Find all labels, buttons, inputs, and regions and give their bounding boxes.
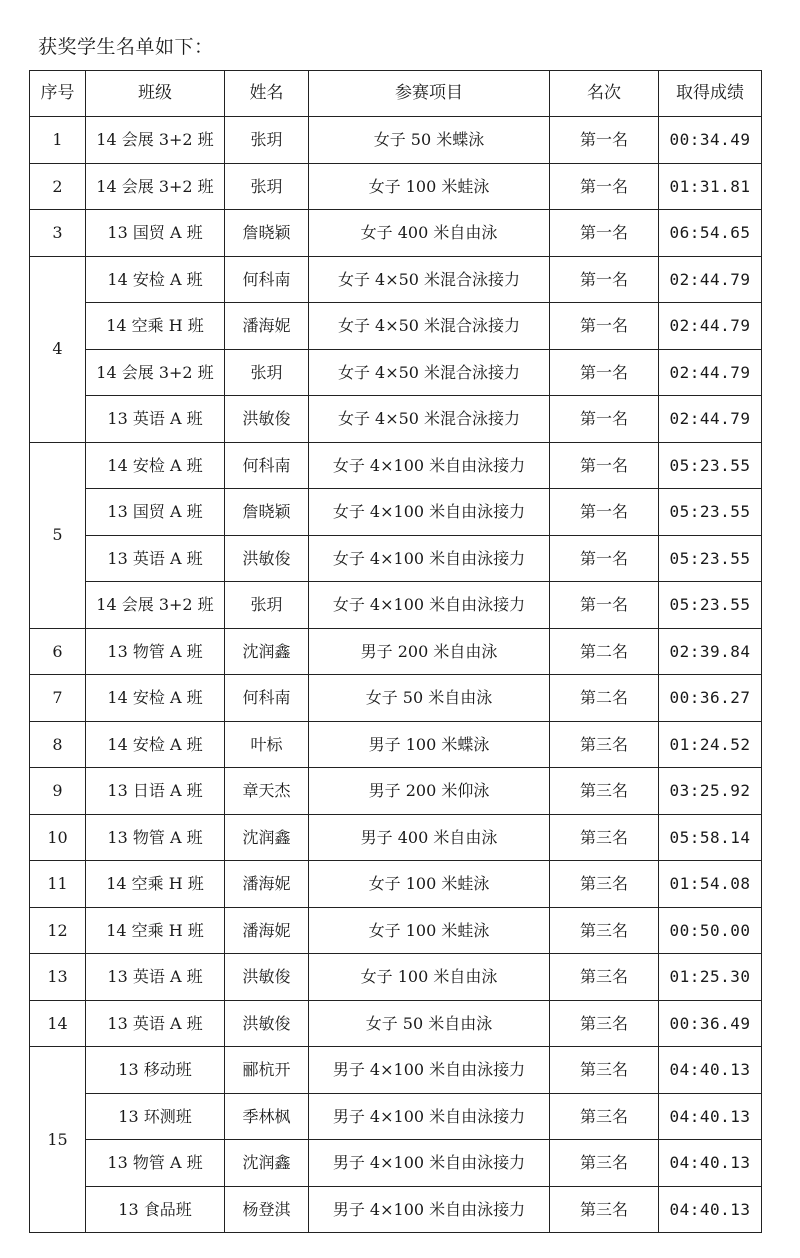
cell-result: 03:25.92 bbox=[659, 768, 762, 815]
cell-result: 04:40.13 bbox=[659, 1047, 762, 1094]
cell-no: 5 bbox=[30, 442, 86, 628]
table-row bbox=[30, 1140, 762, 1187]
cell-result: 05:58.14 bbox=[659, 814, 762, 861]
cell-class: 14 安检 A 班 bbox=[86, 256, 225, 303]
cell-no: 14 bbox=[30, 1000, 86, 1047]
cell-no: 2 bbox=[30, 163, 86, 210]
cell-class: 13 食品班 bbox=[86, 1186, 225, 1233]
cell-class: 13 物管 A 班 bbox=[86, 628, 225, 675]
cell-name: 詹晓颖 bbox=[225, 489, 309, 536]
cell-event: 女子 100 米自由泳 bbox=[309, 954, 550, 1001]
cell-no: 4 bbox=[30, 256, 86, 442]
cell-name: 詹晓颖 bbox=[225, 210, 309, 257]
table-row bbox=[30, 117, 762, 164]
cell-result: 01:31.81 bbox=[659, 163, 762, 210]
cell-result: 04:40.13 bbox=[659, 1186, 762, 1233]
cell-result: 01:24.52 bbox=[659, 721, 762, 768]
cell-name: 张玥 bbox=[225, 582, 309, 629]
table-header-row bbox=[30, 71, 762, 117]
cell-name: 潘海妮 bbox=[225, 861, 309, 908]
cell-rank: 第一名 bbox=[550, 442, 659, 489]
cell-rank: 第一名 bbox=[550, 210, 659, 257]
cell-no: 3 bbox=[30, 210, 86, 257]
cell-rank: 第二名 bbox=[550, 628, 659, 675]
cell-event: 女子 50 米自由泳 bbox=[309, 675, 550, 722]
cell-name: 潘海妮 bbox=[225, 303, 309, 350]
cell-result: 01:25.30 bbox=[659, 954, 762, 1001]
cell-rank: 第一名 bbox=[550, 163, 659, 210]
cell-rank: 第一名 bbox=[550, 256, 659, 303]
table-row bbox=[30, 1186, 762, 1233]
cell-rank: 第三名 bbox=[550, 1186, 659, 1233]
cell-rank: 第三名 bbox=[550, 954, 659, 1001]
cell-class: 14 安检 A 班 bbox=[86, 721, 225, 768]
table-row bbox=[30, 163, 762, 210]
cell-class: 14 空乘 H 班 bbox=[86, 303, 225, 350]
cell-result: 06:54.65 bbox=[659, 210, 762, 257]
cell-no: 7 bbox=[30, 675, 86, 722]
cell-rank: 第二名 bbox=[550, 675, 659, 722]
cell-no: 10 bbox=[30, 814, 86, 861]
table-row bbox=[30, 442, 762, 489]
table-row bbox=[30, 628, 762, 675]
cell-event: 女子 4×100 米自由泳接力 bbox=[309, 442, 550, 489]
cell-result: 05:23.55 bbox=[659, 489, 762, 536]
cell-rank: 第三名 bbox=[550, 907, 659, 954]
cell-event: 男子 4×100 米自由泳接力 bbox=[309, 1047, 550, 1094]
cell-event: 女子 4×50 米混合泳接力 bbox=[309, 349, 550, 396]
cell-class: 14 空乘 H 班 bbox=[86, 861, 225, 908]
header-result: 取得成绩 bbox=[659, 71, 762, 117]
cell-class: 14 安检 A 班 bbox=[86, 675, 225, 722]
cell-name: 何科南 bbox=[225, 256, 309, 303]
cell-name: 郦杭开 bbox=[225, 1047, 309, 1094]
cell-event: 女子 4×50 米混合泳接力 bbox=[309, 303, 550, 350]
cell-name: 潘海妮 bbox=[225, 907, 309, 954]
table-row bbox=[30, 861, 762, 908]
cell-rank: 第三名 bbox=[550, 1093, 659, 1140]
cell-rank: 第三名 bbox=[550, 768, 659, 815]
table-row bbox=[30, 954, 762, 1001]
cell-result: 00:36.49 bbox=[659, 1000, 762, 1047]
cell-event: 女子 100 米蛙泳 bbox=[309, 163, 550, 210]
table-row bbox=[30, 1047, 762, 1094]
cell-result: 02:44.79 bbox=[659, 396, 762, 443]
cell-name: 洪敏俊 bbox=[225, 535, 309, 582]
table-row bbox=[30, 768, 762, 815]
cell-name: 杨登淇 bbox=[225, 1186, 309, 1233]
cell-name: 张玥 bbox=[225, 163, 309, 210]
cell-result: 05:23.55 bbox=[659, 535, 762, 582]
cell-class: 14 会展 3+2 班 bbox=[86, 349, 225, 396]
cell-result: 00:36.27 bbox=[659, 675, 762, 722]
cell-no: 13 bbox=[30, 954, 86, 1001]
cell-name: 章天杰 bbox=[225, 768, 309, 815]
table-row bbox=[30, 489, 762, 536]
cell-class: 13 英语 A 班 bbox=[86, 535, 225, 582]
page-heading: 获奖学生名单如下： bbox=[38, 36, 214, 58]
cell-name: 何科南 bbox=[225, 675, 309, 722]
header-rank: 名次 bbox=[550, 71, 659, 117]
cell-name: 张玥 bbox=[225, 117, 309, 164]
cell-rank: 第一名 bbox=[550, 303, 659, 350]
cell-class: 14 会展 3+2 班 bbox=[86, 163, 225, 210]
cell-event: 女子 4×50 米混合泳接力 bbox=[309, 256, 550, 303]
table-row bbox=[30, 349, 762, 396]
cell-no: 11 bbox=[30, 861, 86, 908]
cell-event: 男子 4×100 米自由泳接力 bbox=[309, 1140, 550, 1187]
cell-name: 洪敏俊 bbox=[225, 1000, 309, 1047]
table-row bbox=[30, 256, 762, 303]
cell-rank: 第三名 bbox=[550, 1047, 659, 1094]
cell-result: 00:34.49 bbox=[659, 117, 762, 164]
cell-event: 女子 100 米蛙泳 bbox=[309, 907, 550, 954]
cell-name: 洪敏俊 bbox=[225, 396, 309, 443]
cell-result: 02:44.79 bbox=[659, 303, 762, 350]
cell-class: 14 会展 3+2 班 bbox=[86, 117, 225, 164]
cell-result: 01:54.08 bbox=[659, 861, 762, 908]
table-row bbox=[30, 535, 762, 582]
cell-result: 02:44.79 bbox=[659, 349, 762, 396]
cell-result: 02:39.84 bbox=[659, 628, 762, 675]
cell-class: 13 英语 A 班 bbox=[86, 954, 225, 1001]
cell-rank: 第一名 bbox=[550, 535, 659, 582]
cell-result: 00:50.00 bbox=[659, 907, 762, 954]
cell-class: 13 国贸 A 班 bbox=[86, 489, 225, 536]
cell-rank: 第三名 bbox=[550, 1140, 659, 1187]
cell-class: 13 英语 A 班 bbox=[86, 396, 225, 443]
cell-result: 05:23.55 bbox=[659, 582, 762, 629]
cell-event: 男子 4×100 米自由泳接力 bbox=[309, 1186, 550, 1233]
table-row bbox=[30, 582, 762, 629]
cell-event: 女子 100 米蛙泳 bbox=[309, 861, 550, 908]
table-row bbox=[30, 907, 762, 954]
cell-name: 叶标 bbox=[225, 721, 309, 768]
cell-event: 女子 400 米自由泳 bbox=[309, 210, 550, 257]
cell-rank: 第一名 bbox=[550, 396, 659, 443]
cell-name: 季林枫 bbox=[225, 1093, 309, 1140]
cell-rank: 第一名 bbox=[550, 117, 659, 164]
table-row bbox=[30, 396, 762, 443]
header-no: 序号 bbox=[30, 71, 86, 117]
cell-class: 13 日语 A 班 bbox=[86, 768, 225, 815]
cell-name: 沈润鑫 bbox=[225, 1140, 309, 1187]
cell-no: 12 bbox=[30, 907, 86, 954]
cell-result: 04:40.13 bbox=[659, 1140, 762, 1187]
cell-name: 沈润鑫 bbox=[225, 628, 309, 675]
cell-event: 女子 4×100 米自由泳接力 bbox=[309, 489, 550, 536]
awards-table-body bbox=[30, 117, 762, 1233]
cell-rank: 第三名 bbox=[550, 721, 659, 768]
table-row bbox=[30, 1093, 762, 1140]
cell-rank: 第三名 bbox=[550, 861, 659, 908]
table-row bbox=[30, 1000, 762, 1047]
cell-class: 13 物管 A 班 bbox=[86, 1140, 225, 1187]
cell-rank: 第一名 bbox=[550, 582, 659, 629]
cell-no: 8 bbox=[30, 721, 86, 768]
cell-result: 04:40.13 bbox=[659, 1093, 762, 1140]
cell-name: 沈润鑫 bbox=[225, 814, 309, 861]
cell-class: 13 英语 A 班 bbox=[86, 1000, 225, 1047]
cell-class: 13 物管 A 班 bbox=[86, 814, 225, 861]
header-event: 参赛项目 bbox=[309, 71, 550, 117]
cell-event: 男子 100 米蝶泳 bbox=[309, 721, 550, 768]
cell-class: 14 空乘 H 班 bbox=[86, 907, 225, 954]
cell-rank: 第一名 bbox=[550, 489, 659, 536]
cell-event: 女子 50 米蝶泳 bbox=[309, 117, 550, 164]
cell-rank: 第三名 bbox=[550, 1000, 659, 1047]
cell-event: 女子 4×100 米自由泳接力 bbox=[309, 535, 550, 582]
table-row bbox=[30, 814, 762, 861]
cell-event: 男子 200 米自由泳 bbox=[309, 628, 550, 675]
table-row bbox=[30, 721, 762, 768]
header-name: 姓名 bbox=[225, 71, 309, 117]
cell-class: 13 移动班 bbox=[86, 1047, 225, 1094]
cell-event: 女子 4×100 米自由泳接力 bbox=[309, 582, 550, 629]
cell-class: 13 环测班 bbox=[86, 1093, 225, 1140]
cell-no: 9 bbox=[30, 768, 86, 815]
cell-rank: 第三名 bbox=[550, 814, 659, 861]
table-row bbox=[30, 303, 762, 350]
cell-event: 男子 4×100 米自由泳接力 bbox=[309, 1093, 550, 1140]
cell-event: 女子 4×50 米混合泳接力 bbox=[309, 396, 550, 443]
cell-result: 05:23.55 bbox=[659, 442, 762, 489]
cell-result: 02:44.79 bbox=[659, 256, 762, 303]
cell-event: 男子 200 米仰泳 bbox=[309, 768, 550, 815]
cell-event: 女子 50 米自由泳 bbox=[309, 1000, 550, 1047]
table-row bbox=[30, 210, 762, 257]
cell-name: 张玥 bbox=[225, 349, 309, 396]
awards-table bbox=[29, 70, 762, 1233]
cell-name: 洪敏俊 bbox=[225, 954, 309, 1001]
cell-name: 何科南 bbox=[225, 442, 309, 489]
header-class: 班级 bbox=[86, 71, 225, 117]
cell-no: 1 bbox=[30, 117, 86, 164]
cell-no: 6 bbox=[30, 628, 86, 675]
cell-no: 15 bbox=[30, 1047, 86, 1233]
table-row bbox=[30, 675, 762, 722]
cell-class: 14 安检 A 班 bbox=[86, 442, 225, 489]
cell-class: 13 国贸 A 班 bbox=[86, 210, 225, 257]
cell-event: 男子 400 米自由泳 bbox=[309, 814, 550, 861]
cell-class: 14 会展 3+2 班 bbox=[86, 582, 225, 629]
cell-rank: 第一名 bbox=[550, 349, 659, 396]
